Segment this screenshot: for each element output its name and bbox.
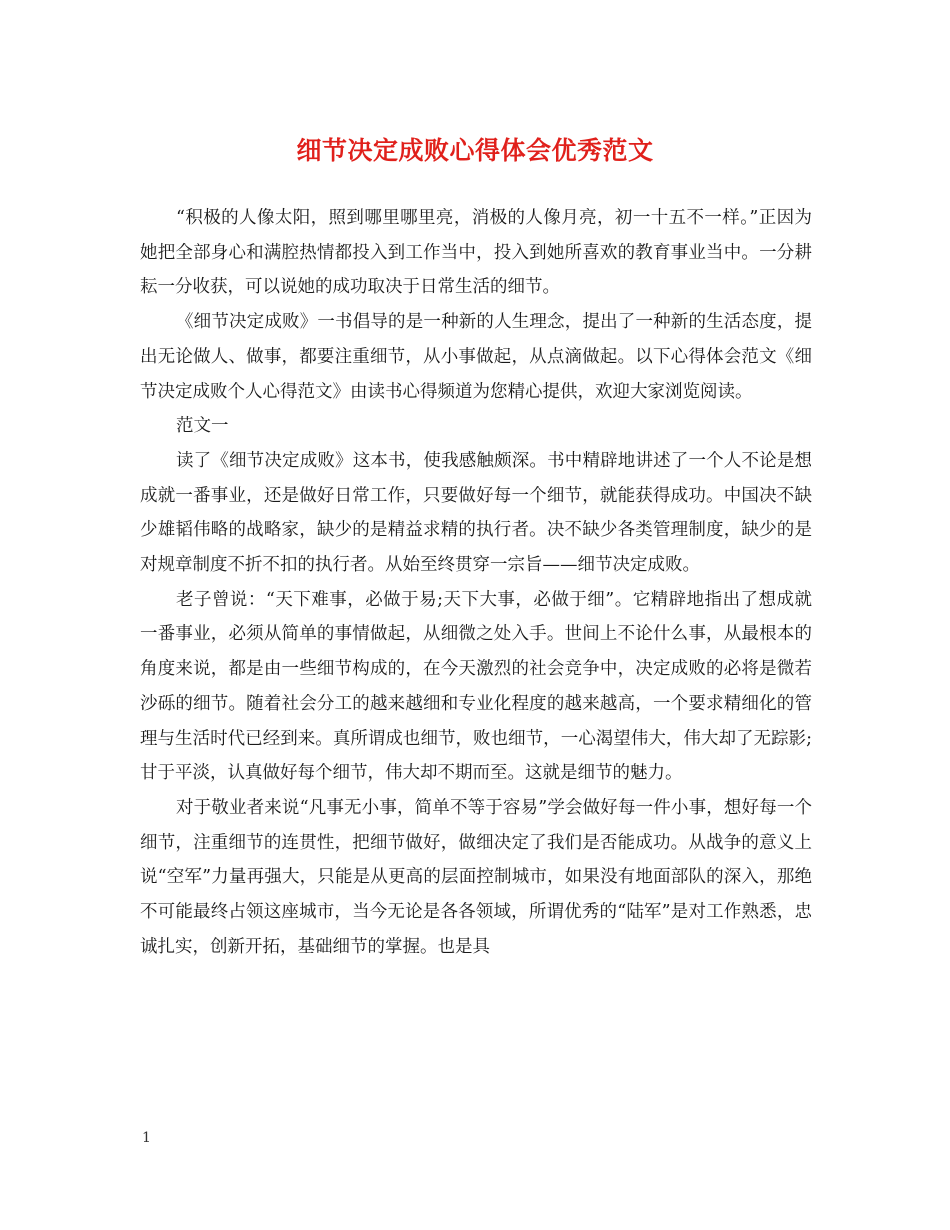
paragraph-reading-reflection: 读了《细节决定成败》这本书，使我感触颇深。书中精辟地讲述了一个人不论是想成就一番事业，还是做好日常工作，只要做好每一个细节，就能获得成功。中国决不缺少雄韬伟略的战略家，缺少的是精益求精的执行者。决不缺少各类管理制度，缺少的是对规章制度不折不扣的执行者。从始至终贯穿一宗旨——细节决定成败。: [140, 450, 812, 576]
section-heading-example-one: 范文一: [176, 416, 229, 437]
document-body: [140, 201, 812, 964]
paragraph-dedication: 对于敬业者来说“凡事无小事，简单不等于容易”学会做好每一件小事，想好每一个细节，注重细节的连贯性，把细节做好，做细决定了我们是否能成功。从战争的意义上说“空军”力量再强大，只能是从更高的层面控制城市，如果没有地面部队的深入，那绝不可能最终占领这座城市，当今无论是各各领域，所谓优秀的“陆军”是对工作熟悉，忠诚扎实，创新开拓，基础细节的掌握。也是具: [140, 797, 812, 957]
page-number: 1: [142, 1130, 151, 1146]
paragraph-intro-quote: “积极的人像太阳，照到哪里哪里亮，消极的人像月亮，初一十五不一样。”正因为她把全部身心和满腔热情都投入到工作当中，投入到她所喜欢的教育事业当中。一分耕耘一分收获，可以说她的成功取决于日常生活的细节。: [140, 208, 812, 298]
document-title: 细节决定成败心得体会优秀范文: [296, 136, 654, 165]
paragraph-book-intro: 《细节决定成败》一书倡导的是一种新的人生理念，提出了一种新的生活态度，提出无论做人、做事，都要注重细节，从小事做起，从点滴做起。以下心得体会范文《细节决定成败个人心得范文》由读书心得频道为您精心提供，欢迎大家浏览阅读。: [140, 312, 812, 402]
paragraph-laozi-quote: 老子曾说：“天下难事，必做于易;天下大事，必做于细”。它精辟地指出了想成就一番事业，必须从简单的事情做起，从细微之处入手。世间上不论什么事，从最根本的角度来说，都是由一些细节构成的，在今天激烈的社会竞争中，决定成败的必将是微若沙砾的细节。随着社会分工的越来越细和专业化程度的越来越高，一个要求精细化的管理与生活时代已经到来。真所谓成也细节，败也细节，一心渴望伟大，伟大却了无踪影;甘于平淡，认真做好每个细节，伟大却不期而至。这就是细节的魅力。: [140, 589, 812, 784]
